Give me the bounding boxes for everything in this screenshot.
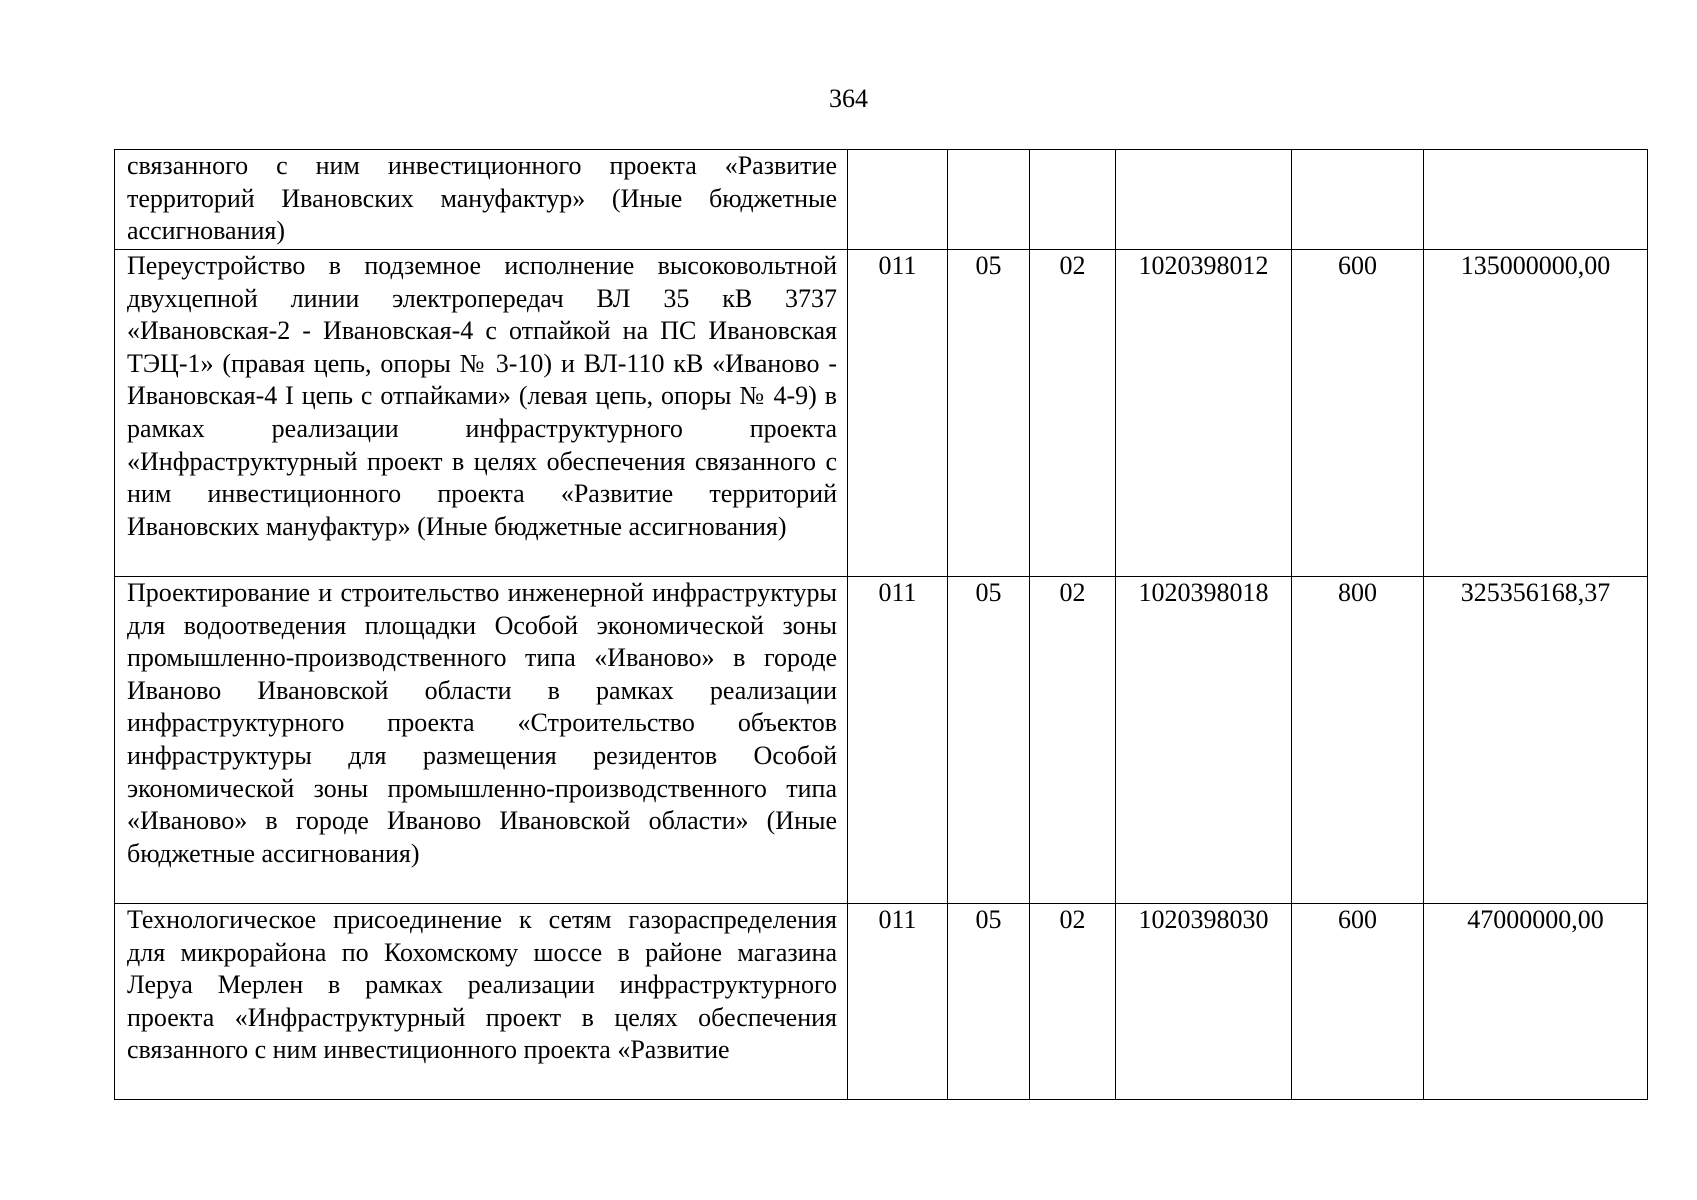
row-description: Проектирование и строительство инженерной инфраструктуры для водоотведения площадки Особой экономической зоны промышленно-производственного типа «Иваново» в городе Иваново Ивановской области в рамках реализации инфраструктурного проекта «Строительство объектов инфраструктуры для размещения резидентов Особой экономической зоны промышленно-производственного типа «Иваново» в городе Иваново Ивановской области» (Иные бюджетные ассигнования) [115, 577, 848, 904]
table-row [115, 904, 1648, 1100]
row-description: Технологическое присоединение к сетям газораспределения для микрорайона по Кохомскому шоссе в районе магазина Леруа Мерлен в рамках реализации инфраструктурного проекта «Инфраструктурный проект в целях обеспечения связанного с ним инвестиционного проекта «Развитие [115, 904, 848, 1100]
row-expense-type: 600 [1292, 250, 1424, 577]
row-subsection-code: 02 [1030, 577, 1116, 904]
row-section-code [948, 150, 1030, 250]
row-subsection-code [1030, 150, 1116, 250]
row-ministry-code: 011 [848, 577, 948, 904]
row-amount: 47000000,00 [1424, 904, 1648, 1100]
row-ministry-code: 011 [848, 250, 948, 577]
row-section-code: 05 [948, 577, 1030, 904]
row-target-article: 1020398018 [1116, 577, 1292, 904]
row-expense-type: 800 [1292, 577, 1424, 904]
row-amount: 325356168,37 [1424, 577, 1648, 904]
table-row [115, 250, 1648, 577]
row-target-article: 1020398012 [1116, 250, 1292, 577]
row-ministry-code: 011 [848, 904, 948, 1100]
table-row [115, 150, 1648, 250]
row-amount [1424, 150, 1648, 250]
row-section-code: 05 [948, 904, 1030, 1100]
row-subsection-code: 02 [1030, 904, 1116, 1100]
page-number: 364 [829, 84, 868, 113]
row-amount: 135000000,00 [1424, 250, 1648, 577]
row-subsection-code: 02 [1030, 250, 1116, 577]
row-expense-type: 600 [1292, 904, 1424, 1100]
row-expense-type [1292, 150, 1424, 250]
row-section-code: 05 [948, 250, 1030, 577]
row-target-article [1116, 150, 1292, 250]
row-target-article: 1020398030 [1116, 904, 1292, 1100]
budget-table [114, 149, 1648, 1100]
row-ministry-code [848, 150, 948, 250]
row-description: связанного с ним инвестиционного проекта «Развитие территорий Ивановских мануфактур» (Иные бюджетные ассигнования) [115, 150, 848, 250]
table-row [115, 577, 1648, 904]
row-description: Переустройство в подземное исполнение высоковольтной двухцепной линии электропередач ВЛ 35 кВ 3737 «Ивановская-2 - Ивановская-4 с отпайкой на ПС Ивановская ТЭЦ-1» (правая цепь, опоры № 3-10) и ВЛ-110 кВ «Иваново - Ивановская-4 I цепь с отпайками» (левая цепь, опоры № 4-9) в рамках реализации инфраструктурного проекта «Инфраструктурный проект в целях обеспечения связанного с ним инвестиционного проекта «Развитие территорий Ивановских мануфактур» (Иные бюджетные ассигнования) [115, 250, 848, 577]
